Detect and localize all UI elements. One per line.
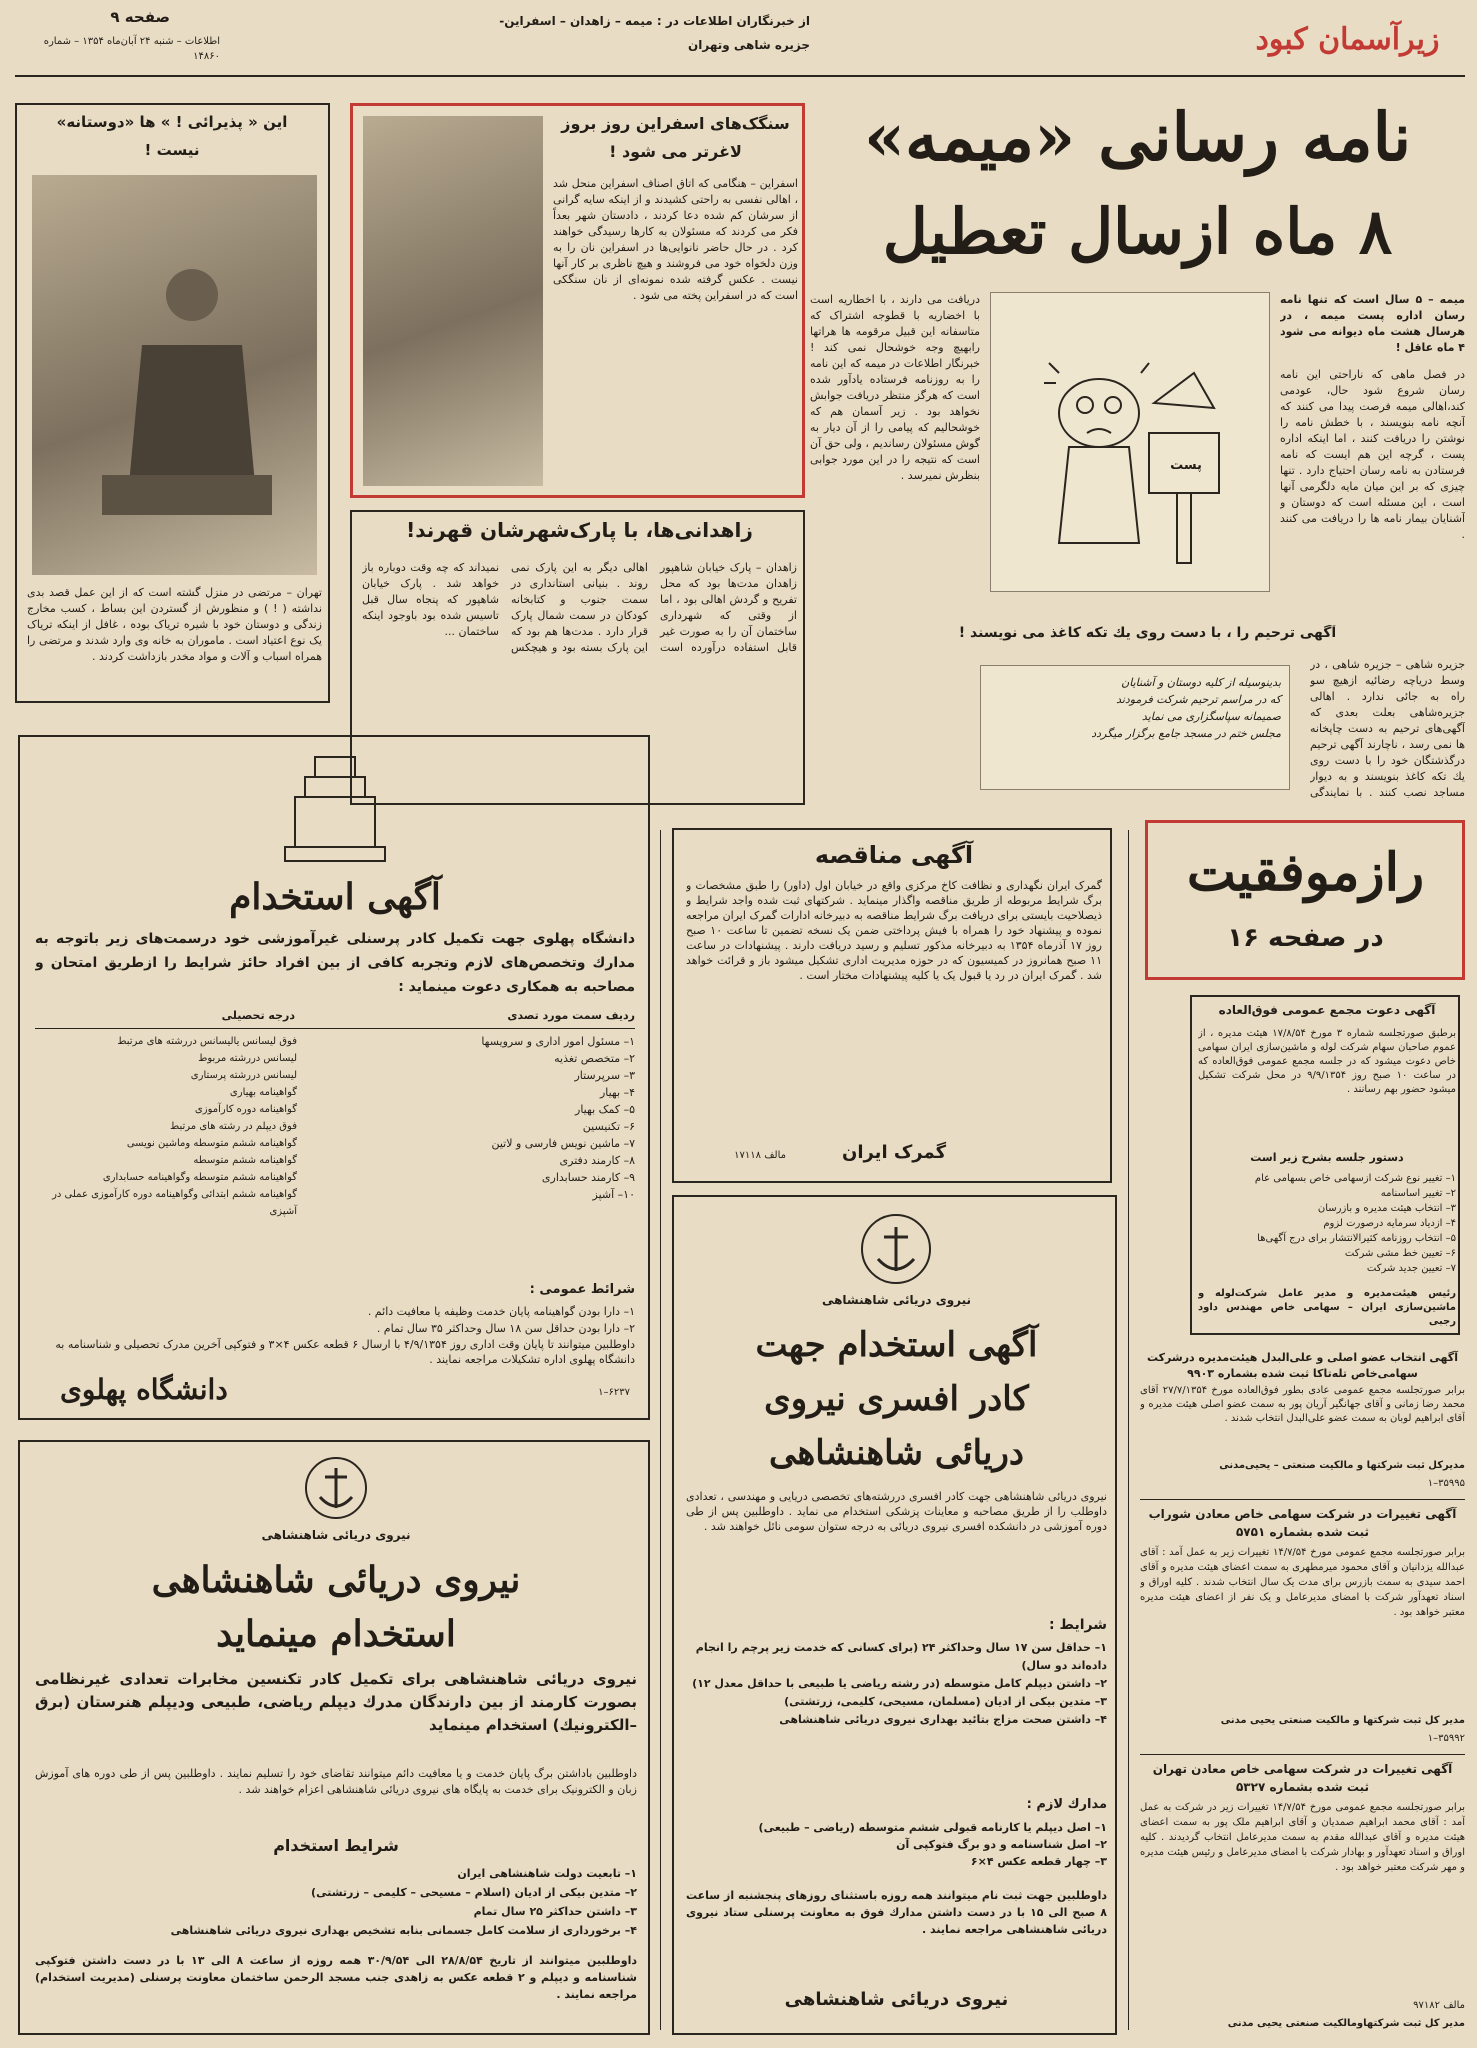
navy-officers-docs-title: مدارك لازم :	[1026, 1797, 1107, 1812]
board-title: آگهی انتخاب عضو اصلی و علی‌البدل هیئت‌مدیره درشرکت سهامی‌خاص تله‌تاکا ثبت شده بشماره ۹۹۰۳	[1147, 1351, 1458, 1380]
change2-sign: مدیر کل ثبت شرکتهاومالکیت صنعتی یحیی مدنی	[1227, 2018, 1465, 2029]
table-cell: گواهینامه ششم متوسطه وماشین نویسی	[126, 1138, 297, 1149]
table-row: ۹– کارمند حسابداری	[541, 1171, 635, 1184]
assembly-notice	[1190, 995, 1460, 1335]
table-row: ۸– کارمند دفتری	[559, 1154, 635, 1167]
list-item: ۲– داشتن دیپلم کامل متوسطه (در رشته ریاضی یا طبیعی با حداقل معدل ۱۲)	[692, 1677, 1107, 1690]
main-story	[810, 92, 1465, 622]
position-table-header	[35, 1009, 635, 1029]
position-table	[35, 1033, 635, 1273]
table-cell: گواهینامه ششم متوسطه وگواهینامه حسابداری	[102, 1172, 297, 1183]
mailman-cartoon	[990, 293, 1269, 592]
main-body: در فصل ماهی که ناراحتی این نامه رسان شروع شود حال، عودمی کند،اهالی میمه فرصت پیدا می کنند که آنچه نامه بنویسند ، با خطش نامه را نوشتن را دریافت کنند ، اما اینکه اداره پست ، گرچه این هم ایست که نامه فرستادن به نامه رسان احتیاج دارد . تنها چیزی که بر این میان مایه دلگرمی آنها است ، این مسئله است که دوستان و آشنایان بیمار نامه ها را دریافت می کنند .	[1280, 368, 1465, 541]
table-cell: لیسانس دررشته مربوط	[198, 1053, 297, 1064]
pahlavi-university-ad	[18, 735, 650, 1420]
change-notice-1	[1140, 1505, 1465, 1755]
main-headline-line-2: ۸ ماه ازسال تعطیل	[882, 195, 1393, 268]
navy-tech-conditions	[35, 1864, 637, 1944]
list-item: ۶– تعیین خط مشی شرکت	[1344, 1248, 1456, 1259]
tender-signature: گمرک ایران	[841, 1142, 947, 1163]
header-rule	[15, 75, 1465, 77]
hospitality-headline-2: نیست !	[144, 141, 200, 159]
list-item: ۲– اصل شناسنامه و دو برگ فتوکپی آن	[896, 1838, 1107, 1851]
col-header-position: ردیف سمت مورد تصدی	[507, 1009, 635, 1022]
pahlavi-ad-title: آگهی استخدام	[229, 876, 441, 918]
navy-crown-anchor-icon	[300, 1452, 372, 1524]
zahedan-body: زاهدان – پارک خیابان شاهپور زاهدان مدت‌ها بود که محل تفریح و گردش اهالی بود ، اما از وقتی که شهرداری ساختمان آن را به صورت غیر قابل استفاده درآورده است اهالی دیگر به این پارک نمی روند . بنیانی استانداری در سمت جنوب و کتابخانه کودکان در سمت شمال پارک قرار دارد . مدت‌ها هم بود که این پارک بسته بود و هیچکس نمیداند که چه وقت دوباره باز خواهد شد . پارک خیابان شاهپور که پنجاه سال قبل تاسیس شده بود باوجود اینکه ساختمان ...	[362, 561, 797, 654]
table-row: ۶– تکنیسین	[582, 1120, 635, 1133]
navy-officers-signature: نیروی دریائی شاهنشاهی	[784, 1989, 1009, 2010]
isfarayen-headline-1: سنگک‌های اسفراین روز بروز	[561, 114, 790, 133]
navy-tech-footer: داوطلبین میتوانند از تاریخ ۲۸/۸/۵۴ الی ۳۰/۹/۵۴ همه روزه از ساعت ۸ الی ۱۳ با در دست داشتن فتوکپی شناسنامه و دیپلم و ۲ قطعه عکس به زاهدی جنب مسجد الرحمن ساختمان معاونت پرسنلی (مدیریت استخدام) مراجعه نمایند .	[35, 1954, 637, 2001]
note-line: که در مراسم ترحیم شرکت فرمودند	[1116, 693, 1281, 706]
list-item: ۴– ازدیاد سرمایه درصورت لزوم	[1323, 1218, 1456, 1229]
list-item: ۳– انتخاب هیئت مدیره و بازرسان	[1317, 1203, 1456, 1214]
table-cell: گواهینامه ششم متوسطه	[193, 1155, 297, 1166]
navy-officers-title-1: آگهی استخدام جهت	[755, 1325, 1038, 1365]
navy-tech-conditions-title: شرایط استخدام	[273, 1836, 399, 1855]
list-item: ۲– تغییر اساسنامه	[1380, 1188, 1456, 1199]
table-row: ۱– مسئول امور اداری و سرویسها	[481, 1035, 635, 1048]
assembly-title: آگهی دعوت مجمع عمومی فوق‌العاده	[1218, 1003, 1436, 1017]
navy-officers-conditions-title: شرایط :	[1049, 1617, 1107, 1633]
navy-tech-intro: نیروی دریائی شاهنشاهی برای تکمیل کادر تکنسین مخابرات تعدادی غیرنظامی بصورت کارمند از بین دارندگان مدرك دیپلم ریاضی، طبیعی ودیپلم هنرستان (برق –الکترونیك) استخدام مینماید	[35, 1670, 637, 1734]
isfarayen-headline-2: لاغرتر می شود !	[609, 142, 742, 161]
correspondents-line-1: از خبرنگاران اطلاعات در : میمه – زاهدان – اسفراین-	[499, 14, 810, 28]
jazireh-headline: آگهی ترحیم را ، با دست روی یك تكه كاغذ می نویسند !	[958, 625, 1337, 641]
table-row: ۷– ماشین نویس فارسی و لاتین	[491, 1137, 635, 1150]
list-item: ۴– داشتن صحت مزاج بتائید بهداری نیروی دریائی شاهنشاهی	[779, 1713, 1107, 1726]
list-item: ۱– تابعیت دولت شاهنشاهی ایران	[457, 1867, 637, 1880]
agenda-list	[1198, 1171, 1456, 1281]
navy-tech-title-1: نیروی دریائی شاهنشاهی	[151, 1559, 521, 1601]
note-line: صمیمانه سپاسگزاری می نماید	[1141, 710, 1281, 723]
change2-title: آگهی تغییرات در شرکت سهامی خاص معادن تهران ثبت شده بشماره ۵۳۲۷	[1152, 1762, 1453, 1794]
navy-anchor-icon	[856, 1209, 936, 1289]
assembly-signature: رئیس هیئت‌مدیره و مدیر عامل شرکت‌لوله و ماشین‌سازی ایران – سهامی خاص مهندس داود رجبی	[1198, 1288, 1456, 1327]
note-line: بدینوسیله از کلیه دوستان و آشنایان	[1121, 676, 1281, 689]
handwritten-note	[980, 665, 1290, 790]
pahlavi-code: ۶۲۳۷–۱	[598, 1387, 630, 1398]
table-cell: فوق لیسانس یالیسانس دررشته های مرتبط	[117, 1036, 297, 1047]
mailbox-label: پست	[1170, 458, 1202, 473]
assembly-body: برطبق صورتجلسه شماره ۳ مورخ ۱۷/۸/۵۴ هیئت مدیره ، از عموم صاحبان سهام شرکت لوله و ماشین‌سازی ایران سهامی خاص دعوت میشود که در جلسه مجمع عمومی فوق‌العاده که در ساعت ۱۰ صبح روز ۹/۹/۱۳۵۴ در محل شرکت تشکیل میشود حضور بهم رسانند .	[1198, 1028, 1456, 1095]
customs-tender-ad	[672, 828, 1112, 1183]
correspondents-line-2: جزیره شاهی وتهران	[688, 38, 810, 52]
hospitality-body: تهران – مرتضی در منزل گشته است که از این عمل قصد بدی نداشته ( ! ) و منظورش از گستردن این بساط ، کسب مخارج زندگی و دوستان خود با شیره تریاک بوده ، غافل از اینکه تریاک یک نوع اعتیاد است . ماموران به خانه وی وارد شدند و مرتضی را همراه اسباب و آلات و مواد مخدر بازداشت کردند .	[27, 586, 322, 663]
change1-sign: مدیر کل ثبت شرکتها و مالکیت صنعتی یحیی مدنی	[1220, 1715, 1465, 1726]
table-row: ۵– کمک بهیار	[575, 1103, 635, 1116]
jazireh-body: جزیره شاهی – جزیره شاهی ، در وسط دریاچه رضائیه ازهیچ سو راه به جائی ندارد . اهالی جزیره‌شاهی بعلت بعدی که آگهی‌های ترحیم به دست چاپخانه ها نمی رسد ، ناچارند آگهی ترحیم درگذشتگان خود را با دست روی یك تكه كاغذ بنویسند و به دیوار مساجد نصب کنند . با نمایندگی	[1310, 658, 1465, 799]
table-cell: گواهینامه بهیاری	[229, 1087, 297, 1098]
pahlavi-ad-intro: دانشگاه پهلوی جهت تکمیل کادر پرسنلی غیرآموزشی خود درسمت‌های زیر باتوجه به مدارك وتخصص‌های لازم وتجربه کافی از بین افراد حائز شرایط را ازطریق امتحان و مصاحبه به همکاری دعوت مینماید :	[35, 931, 635, 995]
hospitality-story	[15, 103, 330, 703]
pahlavi-conditions	[35, 1303, 635, 1369]
tender-body: گمرک ایران نگهداری و نظافت کاخ مرکزی واقع در خیابان اول (داور) را طبق مشخصات و برگ شرایط مربوطه از طریق مناقصه واگذار مینماید . شرکتهای ثبت شده واجد شرایط و ذیصلاحیت بایستی برای دریافت برگ شرایط مناقصه به دبیرخانه ادارات گمرک ایران مراجعه نموده و پیشنهاد خود را همراه با فیش پرداختی ضمن یک نسخه تضمین تا ساعت ۱۰ صبح روز ۱۷ آذرماه ۱۳۵۴ به دبیرخانه مذکور تسلیم و رسید دریافت دارند . پیشنهادات در ساعت ۱۱ صبح همانروز در کمیسیون که در حوزه مدیریت اداری تشکیل میشود باز و قرائت خواهد شد . گمرک ایران در رد یا قبول یک یا کلیه پیشنهادات مختار است .	[686, 879, 1102, 982]
navy-tech-title-2: استخدام مینماید	[216, 1613, 456, 1655]
navy-officers-ad	[672, 1195, 1117, 2035]
navy-officers-intro: نیروی دریائی شاهنشاهی جهت کادر افسری دررشته‌های تخصصی دریایی و مهندسی ، تعدادی داوطلب را از طریق مصاحبه و معاینات پزشکی استخدام می نماید . داوطلبین پس از طی دوره آموزشی در دانشکده افسری نیروی دریائی به درجه ستوان سومی نائل خواهند شد .	[686, 1490, 1107, 1533]
cartoon-illustration	[990, 292, 1270, 592]
success-title: رازموفقیت	[1186, 842, 1425, 903]
navy-officers-title-2: کادر افسری نیروی	[764, 1379, 1029, 1419]
navy-officers-conditions	[686, 1639, 1107, 1789]
success-subtitle: در صفحه ۱۶	[1227, 923, 1384, 953]
university-emblem-icon	[270, 747, 400, 867]
sangak-bread-photo	[363, 116, 543, 486]
change2-body: برابر صورتجلسه مجمع عمومی مورخ ۱۴/۷/۵۴ تغییرات زیر در شرکت به عمل آمد : آقای محمد ابراهیم صمدیان و آقای ابراهیم ملک پور به سمت اعضای هیئت مدیره و آقای عبدالله مقدم به سمت مدیرعامل انتخاب گردیدند . کلیه اوراق و اسناد تعهدآور و بهادار شرکت با امضای مدیرعامل و رئیس هیئت مدیره و مهر شرکت معتبر خواهد بود .	[1140, 1802, 1465, 1873]
change2-code: مالف ۹۷۱۸۲	[1413, 2000, 1465, 2011]
navy-tech-body: داوطلبین باداشتن برگ پایان خدمت و یا معافیت دائم میتوانند تقاضای خود را تسلیم نمایند . داوطلبین پس از طی دوره های آموزش زبان و الکترونیک برای خدمت به پایگاه های نیروی دریائی شاهنشاهی اعزام خواهند شد .	[35, 1767, 637, 1796]
list-item: ۵– انتخاب روزنامه کثیرالانتشار برای درج آگهی‌ها	[1257, 1233, 1456, 1244]
column-rule	[1128, 830, 1129, 2030]
list-item: ۲– دارا بودن حداقل سن ۱۸ سال وحداکثر ۳۵ سال تمام .	[376, 1322, 635, 1335]
table-row: ۱۰– آشپز	[592, 1188, 635, 1201]
table-cell: لیسانس دررشته پرستاری	[190, 1070, 297, 1081]
list-item: ۳– متدین بیکی از ادیان (مسلمان، مسیحی، کلیمی، زرتشتی)	[784, 1695, 1107, 1708]
change-notice-2	[1140, 1760, 1465, 2040]
table-cell: فوق دیپلم در رشته های مرتبط	[169, 1121, 297, 1132]
table-row: ۳– سرپرستار	[574, 1069, 635, 1082]
page-number: صفحه ۹	[110, 8, 170, 26]
note-line: مجلس ختم در مسجد جامع برگزار میگردد	[1091, 727, 1281, 740]
list-item: ۱– اصل دیپلم یا کارنامه قبولی ششم متوسطه (ریاضی – طبیعی)	[758, 1821, 1107, 1834]
list-item: ۱– حداقل سن ۱۷ سال وحداکثر ۲۴ (برای کسانی که خدمت زیر پرچم را انجام داده‌اند دو سال)	[695, 1641, 1107, 1672]
list-item: ۲– متدین بیکی از ادیان (اسلام – مسیحی – کلیمی – زرتشتی)	[311, 1886, 637, 1899]
pahlavi-signature: دانشگاه پهلوی	[60, 1373, 228, 1406]
main-body-col2: دریافت می دارند ، با اخطاریه است با اخضاریه با قطوجه اشتراک که متاسفانه این قبیل مرقومه ها هراتها رابهیچ وجه خوشحال نمی کند ! خبرنگار اطلاعات در میمه که این نامه را به روزنامه فرستاده یادآور شده است که هرگز منتظر دریافت جوابش نخواهد بود . زیر آسمان هم که خوشحالیم که پیامی را از آن دیار به گوش مسئولان رساندیم ، ولی حق آن است که نتیجه را در این مورد جوابی بنظرش نمیرسد .	[810, 293, 980, 482]
change1-body: برابر صورتجلسه مجمع عمومی مورخ ۱۴/۷/۵۴ تغییرات زیر به عمل آمد : آقای عبدالله یزدانیان و آقای محمود میرمطهری به سمت اعضای هیئت مدیره و آقای احمد سیدی به سمت بازرس برای مدت یک سال انتخاب شدند . کلیه اوراق و اسناد تعهدآور شرکت با امضای مدیرعامل و یک نفر از اعضای هیئت مدیره معتبر خواهد بود .	[1140, 1547, 1465, 1618]
list-item: ۷– تعیین جدید شرکت	[1366, 1263, 1456, 1274]
list-item: ۳– داشتن حداکثر ۲۵ سال تمام	[473, 1905, 637, 1918]
seated-man-figure	[32, 175, 317, 575]
navy-tech-emblem-caption: نیروی دریائی شاهنشاهی	[261, 1528, 411, 1542]
hospitality-photo	[32, 175, 317, 575]
jazireh-story	[830, 625, 1465, 805]
change1-code: ۳۵۹۹۲–۱	[1427, 1733, 1465, 1744]
board-notice	[1140, 1350, 1465, 1500]
table-row: ۲– متخصص تغذیه	[554, 1052, 635, 1065]
navy-officers-emblem-caption: نیروی دریائی شاهنشاهی	[821, 1293, 972, 1307]
isfarayen-story	[350, 103, 805, 498]
main-headline-line-1: نامه رسانی «میمه»	[863, 98, 1412, 176]
navy-officers-title-3: دریائی شاهنشاهی	[768, 1433, 1025, 1473]
navy-officers-footer: داوطلبین جهت ثبت نام میتوانند همه روزه باستثنای روزهای پنجشنبه از ساعت ۸ صبح الی ۱۵ با در دست داشتن مدارك فوق به معاونت پرسنلی ستاد نیروی دریائی شاهنشاهی مراجعه نمایند .	[686, 1889, 1107, 1936]
agenda-title: دستور جلسه بشرح زیر است	[1250, 1151, 1404, 1164]
list-item: داوطلبین میتوانند تا پایان وقت اداری روز ۴/۹/۱۳۵۴ با ارسال ۶ قطعه عکس ۴×۳ و فتوکپی آخرین مدرک تحصیلی و شناسنامه به دانشگاه پهلوی اداره تشکیلات مراجعه نمایند .	[55, 1338, 635, 1366]
board-code: ۳۵۹۹۵–۱	[1427, 1478, 1465, 1489]
list-item: ۱– تغییر نوع شرکت ازسهامی خاص بسهامی عام	[1254, 1173, 1456, 1184]
hospitality-headline-1: این « پذیرائی ! » ها «دوستانه»	[56, 113, 288, 131]
main-lead: میمه – ۵ سال است که تنها نامه رسان اداره پست میمه ، در هرسال هشت ماه دیوانه می شود ۴ ماه عاقل !	[1280, 293, 1465, 354]
table-cell: گواهینامه ششم ابتدائی وگواهینامه دوره کارآموزی عملی در آشپزی	[52, 1189, 297, 1217]
issue-line: اطلاعات – شنبه ۲۴ آبان‌ماه ۱۳۵۴ – شماره ۱۴۸۶۰	[43, 36, 220, 62]
table-cell: گواهینامه دوره کارآموزی	[194, 1104, 297, 1115]
col-header-degree: درجه تحصیلی	[221, 1009, 295, 1022]
table-row: ۴– بهیار	[599, 1086, 635, 1099]
change1-title: آگهی تغییرات در شرکت سهامی خاص معادن شوراب ثبت شده بشماره ۵۷۵۱	[1148, 1507, 1457, 1539]
list-item: ۱– دارا بودن گواهینامه پایان خدمت وظیفه یا معافیت دائم .	[367, 1305, 635, 1318]
navy-technicians-ad	[18, 1440, 650, 2035]
zahedan-headline: زاهدانی‌ها، با پارک‌شهرشان قهرند!	[406, 518, 753, 542]
column-rule	[660, 830, 661, 2030]
board-body: برابر صورتجلسه مجمع عمومی عادی بطور فوق‌العاده مورخ ۲۷/۷/۱۳۵۴ آقای محمد رضا زمانی و آقای جهانگیر آریان پور به سمت عضو اصلی هیئت مدیره و آقای ابراهیم لوبان به سمت عضو علی‌البدل انتخاب شدند .	[1140, 1385, 1465, 1424]
list-item: ۳– چهار قطعه عکس ۴×۶	[970, 1855, 1107, 1868]
section-logo: زیرآسمان کبود	[1255, 22, 1440, 57]
pahlavi-conditions-title: شرائط عمومی :	[529, 1282, 635, 1297]
board-sign: مدیرکل ثبت شرکتها و مالکیت صنعتی – یحیی‌مدنی	[1219, 1460, 1465, 1471]
tender-code: مالف ۱۷۱۱۸	[734, 1150, 786, 1161]
navy-officers-docs	[686, 1819, 1107, 1879]
isfarayen-body: اسفراین – هنگامی که اتاق اصناف اسفراین منحل شد ، اهالی نفسی به راحتی کشیدند و از اینکه سایه گرانی از سرشان کم شده دعا کردند ، دادستان شهر بعداً فکر می کردند که مسئولان به کارها رسیدگی خواهند کرد . در حال حاضر نانوایی‌ها در اسفراین نان را به وزن دلخواه خود می فروشند و هیچ ناظری بر کار آنها نیست . عکس گرفته شده نمونه‌ای از نان سنگکی است که در اسفراین پخته می شود .	[553, 177, 798, 302]
tender-title: آگهی مناقصه	[814, 841, 974, 869]
secret-of-success-box	[1145, 820, 1465, 980]
list-item: ۴– برخورداری از سلامت کامل جسمانی بنابه تشخیص بهداری نیروی دریائی شاهنشاهی	[170, 1924, 637, 1937]
